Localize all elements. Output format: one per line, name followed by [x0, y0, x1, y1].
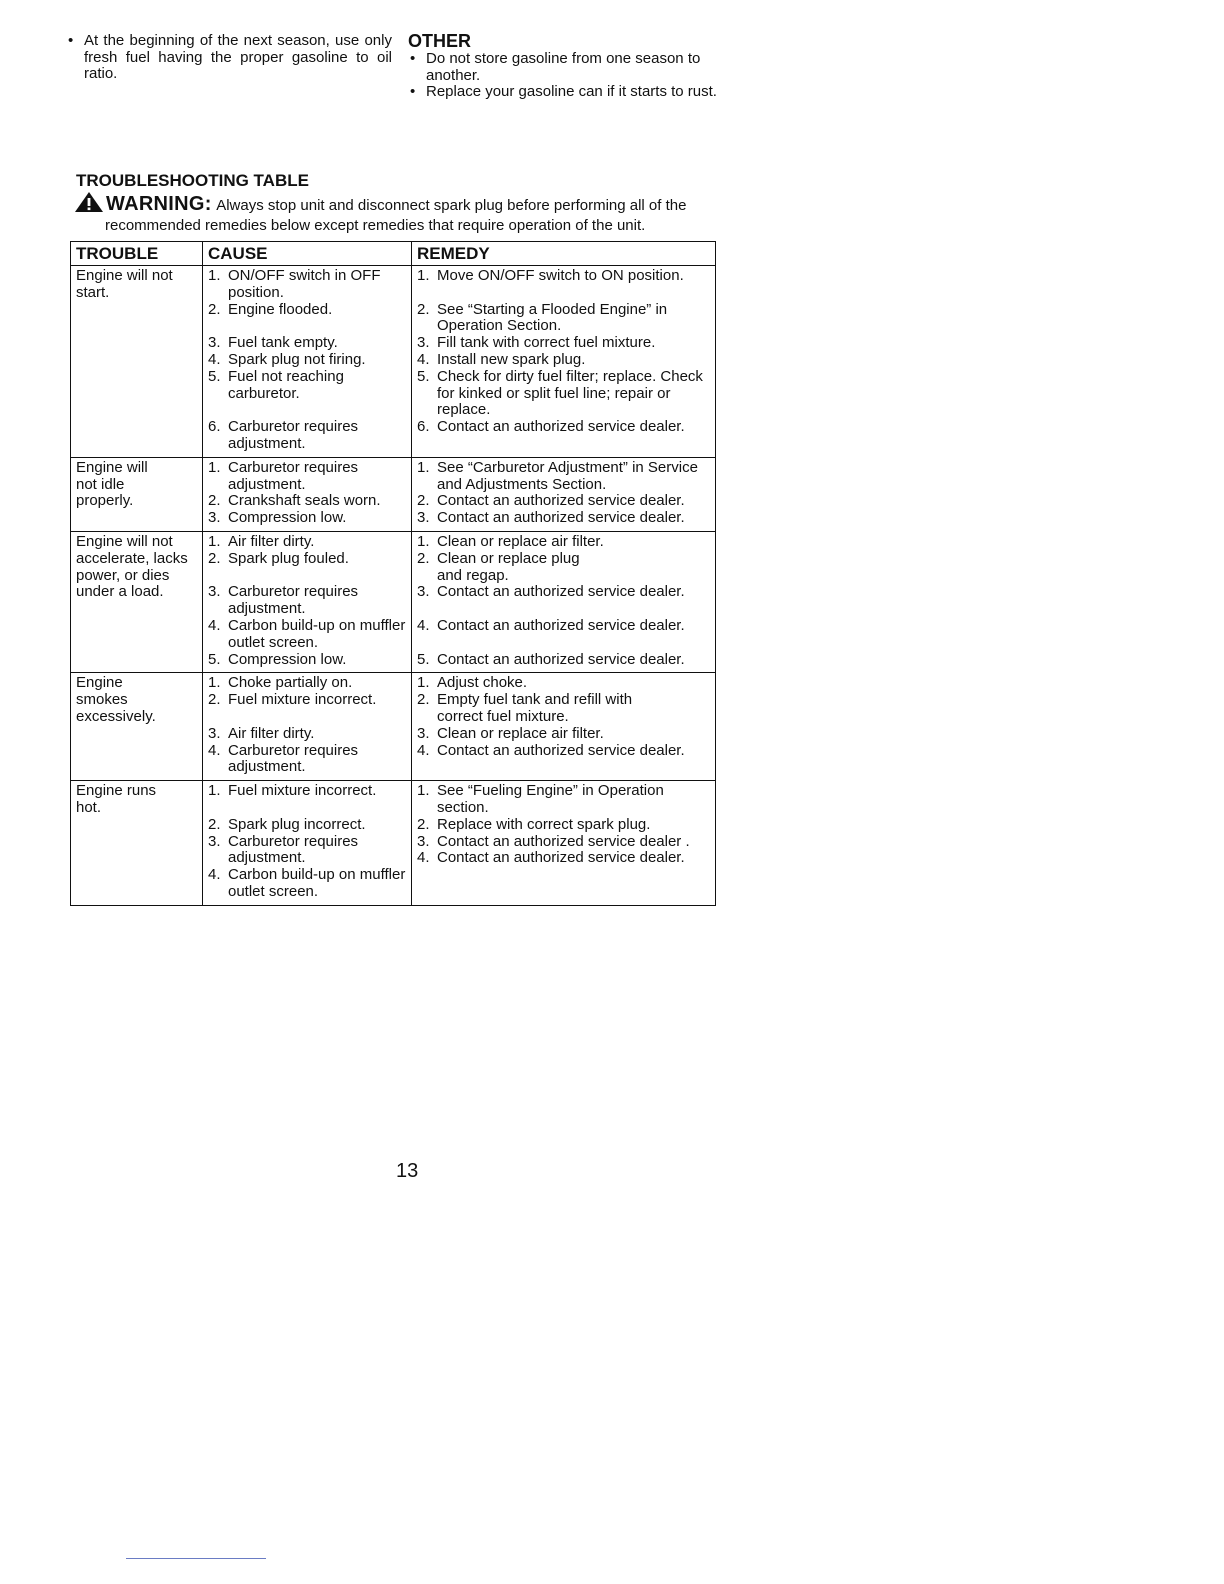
cause-cell — [203, 266, 412, 458]
remedy-item — [417, 369, 711, 419]
item-text: Fuel tank empty. — [228, 334, 338, 352]
remedy-item — [417, 584, 711, 601]
bullet-text: Replace your gasoline can if it starts to rust. — [426, 83, 717, 100]
header-cause: CAUSE — [203, 242, 412, 266]
cause-item — [208, 302, 407, 319]
cause-item — [208, 743, 407, 777]
item-text: Clean or replace air filter. — [437, 532, 604, 550]
item-number: 2. — [417, 549, 430, 567]
item-number: 2. — [417, 492, 430, 510]
cause-item — [208, 551, 407, 568]
item-number: 3. — [208, 832, 221, 850]
remedy-item — [417, 551, 607, 585]
remedy-cell — [412, 531, 716, 672]
item-number: 1. — [417, 782, 430, 800]
item-number: 4. — [417, 616, 430, 634]
item-text: Contact an authorized service dealer . — [437, 832, 690, 850]
remedy-item — [417, 335, 711, 352]
cause-item — [208, 817, 407, 834]
item-number: 6. — [417, 418, 430, 436]
trouble-text: Engine will not start. — [76, 267, 173, 301]
item-text: Carburetor requires adjustment. — [228, 741, 359, 776]
item-number: 1. — [417, 674, 430, 692]
item-number: 3. — [208, 583, 221, 601]
remedy-item — [417, 850, 711, 867]
table-row — [71, 457, 716, 531]
page-number: 13 — [396, 1160, 419, 1182]
remedy-item — [417, 817, 711, 834]
trouble-cell — [71, 673, 203, 781]
header-trouble: TROUBLE — [71, 242, 203, 266]
item-text: Fill tank with correct fuel mixture. — [437, 334, 656, 352]
item-number: 3. — [417, 832, 430, 850]
item-text: Spark plug incorrect. — [228, 815, 366, 833]
item-text: Contact an authorized service dealer. — [437, 492, 685, 510]
remedy-item — [417, 460, 711, 494]
item-number: 1. — [417, 532, 430, 550]
cause-item — [208, 534, 407, 551]
item-number: 1. — [208, 674, 221, 692]
item-number: 1. — [208, 782, 221, 800]
cause-item — [208, 867, 407, 901]
item-number: 2. — [208, 549, 221, 567]
remedy-item — [417, 834, 711, 851]
item-text: Compression low. — [228, 650, 347, 668]
cause-item — [208, 618, 407, 652]
item-text: Fuel not reaching carburetor. — [228, 367, 344, 402]
item-text: Carbon build-up on muffler outlet screen. — [228, 866, 406, 900]
remedy-item — [417, 352, 711, 369]
item-number: 3. — [417, 509, 430, 527]
cause-item — [208, 692, 407, 709]
trouble-text: Engine smokes excessively. — [76, 674, 156, 725]
item-number: 4. — [208, 866, 221, 884]
item-number: 2. — [417, 300, 430, 318]
item-text: Fuel mixture incorrect. — [228, 691, 377, 709]
troubleshooting-title: TROUBLESHOOTING TABLE — [76, 171, 309, 190]
item-text: Compression low. — [228, 509, 347, 527]
item-number: 2. — [208, 815, 221, 833]
cause-item — [208, 493, 407, 510]
other-heading: OTHER — [408, 31, 471, 51]
item-number: 1. — [417, 458, 430, 476]
item-text: Contact an authorized service dealer. — [437, 509, 685, 527]
item-text: ON/OFF switch in OFF position. — [228, 267, 381, 301]
item-number: 5. — [417, 367, 430, 385]
trouble-text: Engine will not accelerate, lacks power, or dies under a load. — [76, 532, 188, 601]
remedy-item — [417, 675, 711, 692]
item-number: 2. — [417, 815, 430, 833]
item-number: 5. — [208, 650, 221, 668]
cause-item — [208, 352, 407, 369]
warning-notice — [74, 191, 724, 235]
item-text: Contact an authorized service dealer. — [437, 616, 685, 634]
cause-item — [208, 783, 407, 800]
item-text: Carbon build-up on muffler outlet screen. — [228, 616, 406, 651]
cause-item — [208, 369, 407, 403]
item-text: See “Carburetor Adjustment” in Service and Adjustments Section. — [437, 458, 698, 493]
item-text: Spark plug fouled. — [228, 549, 349, 567]
remedy-item — [417, 692, 677, 726]
table-row — [71, 531, 716, 672]
remedy-item — [417, 510, 711, 527]
item-text: Choke partially on. — [228, 674, 353, 692]
item-number: 3. — [208, 724, 221, 742]
cause-item — [208, 652, 407, 669]
bullet-item — [408, 84, 736, 101]
remedy-item — [417, 743, 711, 760]
item-number: 2. — [208, 492, 221, 510]
item-text: See “Fueling Engine” in Operation section. — [437, 782, 664, 816]
fuel-storage-note — [66, 33, 392, 83]
item-number: 1. — [208, 458, 221, 476]
remedy-item — [417, 652, 711, 669]
item-number: 1. — [208, 267, 221, 284]
item-text: Crankshaft seals worn. — [228, 492, 381, 510]
cause-item — [208, 268, 407, 302]
trouble-text: Engine runs hot. — [76, 782, 157, 816]
item-number: 4. — [208, 350, 221, 368]
warning-triangle-icon — [74, 191, 104, 213]
table-row — [71, 266, 716, 458]
bullet-item — [408, 51, 736, 84]
item-number: 4. — [208, 616, 221, 634]
cause-item — [208, 419, 407, 453]
item-number: 4. — [417, 741, 430, 759]
item-text: Move ON/OFF switch to ON position. — [437, 267, 684, 284]
item-text: Air filter dirty. — [228, 532, 315, 550]
item-text: Engine flooded. — [228, 300, 333, 318]
trouble-cell — [71, 531, 203, 672]
cause-item — [208, 460, 407, 494]
item-text: Adjust choke. — [437, 674, 528, 692]
item-text: Spark plug not firing. — [228, 350, 366, 368]
item-number: 3. — [417, 334, 430, 352]
item-number: 1. — [417, 267, 430, 284]
remedy-item — [417, 783, 711, 817]
item-text: Air filter dirty. — [228, 724, 315, 742]
remedy-cell — [412, 673, 716, 781]
item-text: Contact an authorized service dealer. — [437, 583, 685, 601]
bullet-text: Do not store gasoline from one season to another. — [426, 50, 701, 84]
cause-item — [208, 726, 407, 743]
remedy-cell — [412, 781, 716, 906]
troubleshooting-table — [70, 241, 716, 906]
remedy-cell — [412, 457, 716, 531]
item-text: Contact an authorized service dealer. — [437, 418, 685, 436]
item-text: Carburetor requires adjustment. — [228, 418, 359, 452]
item-text: Carburetor requires adjustment. — [228, 583, 359, 618]
cause-cell — [203, 531, 412, 672]
item-text: Contact an authorized service dealer. — [437, 650, 685, 668]
item-text: Empty fuel tank and refill with correct fuel mixture. — [437, 691, 633, 725]
item-text: Clean or replace plug and regap. — [437, 549, 580, 584]
cause-item — [208, 335, 407, 352]
item-text: Replace with correct spark plug. — [437, 815, 651, 833]
cause-cell — [203, 457, 412, 531]
item-number: 2. — [208, 300, 221, 318]
cause-item — [208, 675, 407, 692]
table-row — [71, 673, 716, 781]
trouble-text: Engine will not idle properly. — [76, 458, 148, 510]
item-number: 3. — [208, 509, 221, 527]
bullet-text: At the beginning of the next season, use only fresh fuel having the proper gasoline to oil ratio. — [84, 32, 392, 82]
item-text: Fuel mixture incorrect. — [228, 782, 377, 800]
remedy-item — [417, 726, 711, 743]
remedy-item — [417, 268, 711, 285]
item-number: 4. — [417, 350, 430, 368]
item-text: Contact an authorized service dealer. — [437, 849, 685, 867]
other-section — [408, 31, 736, 101]
item-number: 2. — [417, 691, 430, 709]
item-number: 5. — [417, 650, 430, 668]
cause-item — [208, 510, 407, 527]
header-remedy: REMEDY — [412, 242, 716, 266]
remedy-item — [417, 618, 711, 635]
item-number: 2. — [208, 691, 221, 709]
item-number: 4. — [208, 741, 221, 759]
remedy-item — [417, 419, 711, 436]
warning-text: Always stop unit and disconnect spark plug before performing all of the — [216, 197, 687, 214]
item-number: 5. — [208, 367, 221, 385]
trouble-cell — [71, 266, 203, 458]
remedy-item — [417, 534, 711, 551]
item-text: Install new spark plug. — [437, 350, 586, 368]
table-row — [71, 781, 716, 906]
warning-label: WARNING: — [106, 193, 212, 215]
cause-cell — [203, 673, 412, 781]
item-text: Carburetor requires adjustment. — [228, 832, 359, 867]
item-text: Carburetor requires adjustment. — [228, 458, 359, 493]
cause-item — [208, 584, 407, 618]
table-header-row — [71, 242, 716, 266]
item-number: 3. — [417, 583, 430, 601]
remedy-item — [417, 493, 711, 510]
item-number: 6. — [208, 418, 221, 436]
bottom-divider — [126, 1558, 266, 1559]
item-number: 3. — [417, 724, 430, 742]
warning-text-continued: recommended remedies below except remedies that require operation of the unit. — [105, 217, 646, 234]
remedy-cell — [412, 266, 716, 458]
bullet-item — [66, 33, 392, 83]
item-number: 4. — [417, 849, 430, 867]
item-text: Contact an authorized service dealer. — [437, 741, 685, 759]
trouble-cell — [71, 457, 203, 531]
trouble-cell — [71, 781, 203, 906]
item-text: See “Starting a Flooded Engine” in Operation Section. — [437, 300, 668, 335]
item-number: 3. — [208, 334, 221, 352]
cause-cell — [203, 781, 412, 906]
remedy-item — [417, 302, 711, 336]
cause-item — [208, 834, 407, 868]
item-number: 1. — [208, 532, 221, 550]
item-text: Check for dirty fuel filter; replace. Check for kinked or split fuel line; repair or replace. — [437, 367, 703, 419]
item-text: Clean or replace air filter. — [437, 724, 604, 742]
